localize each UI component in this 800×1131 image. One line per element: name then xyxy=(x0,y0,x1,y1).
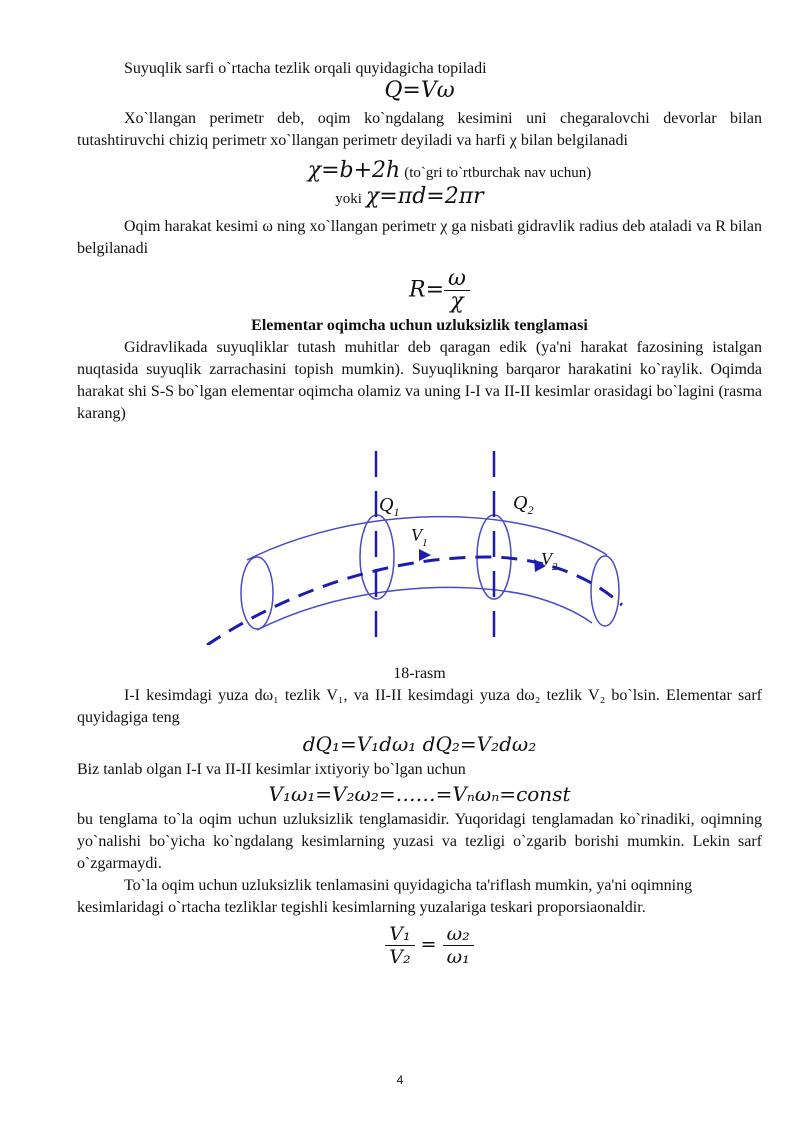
paragraph-arbitrary: Biz tanlab olgan I-I va II-II kesimlar ixtiyoriy bo`lgan uchun xyxy=(77,761,466,778)
page-number: 4 xyxy=(396,1073,404,1087)
paragraph-definition-b: kesimlaridagi o`rtacha tezliklar tegishli kesimlarning yuzalariga teskari proporsiaonaldir. xyxy=(77,899,646,916)
fraction-v-numerator: V₁ xyxy=(385,923,414,946)
equation-ratio xyxy=(77,923,762,968)
fraction-omega-chi xyxy=(444,268,470,313)
fraction-numerator: ω xyxy=(444,268,470,291)
section-heading: Elementar oqimcha uchun uzluksizlik tenglamasi xyxy=(251,317,588,334)
paragraph-definition-a: To`la oqim uchun uzluksizlik tenlamasini quyidagicha ta'riflash mumkin, ya'ni oqimning xyxy=(124,877,693,894)
tube-end-left xyxy=(241,557,273,629)
paragraph-sections: I-I kesimdagi yuza dω₁ tezlik V₁, va II-II kesimdagi yuza dω₂ tezlik V₂ bo`lsin. Elementar sarf quyidagiga teng xyxy=(77,687,762,726)
equation-chi-note: (to`gri to`rtburchak nav uchun) xyxy=(404,165,592,181)
paragraph-continuity-intro: Gidravlikada suyuqliklar tutash muhitlar deb qaragan edik (ya'ni harakat fazosining istalgan nuqtasida suyuqlik zarrachasini topish mumkin). Suyuqlikning barqaror harakatini ko`raylik. Oqimda harakat shi S-S bo`lgan elementar oqimcha olamiz va uning I-I va II-II kesimlar orasidagi bo`lagini (rasma karang) xyxy=(77,339,762,422)
fraction-area xyxy=(443,923,474,968)
fraction-w-numerator: ω₂ xyxy=(443,923,474,946)
equation-r-left: R= xyxy=(409,277,445,303)
label-q2: $Q_2$ xyxy=(513,492,534,517)
label-q1: $Q_1$ xyxy=(379,494,400,519)
paragraph-hydraulic-radius: Oqim harakat kesimi ω ning xo`llangan perimetr χ ga nisbati gidravlik radius deb ataladi va R bilan belgilanadi xyxy=(77,218,762,257)
equation-chi-circle: χ=πd=2πr xyxy=(365,184,484,209)
paragraph-flow-rate: Suyuqlik sarfi o`rtacha tezlik orqali quyidagicha topiladi xyxy=(124,60,487,77)
equation-perimeter-rect xyxy=(77,160,762,184)
equation-continuity: V₁ω₁=V₂ω₂=……=Vₙωₙ=const xyxy=(268,782,571,806)
velocity-arrow-1 xyxy=(419,549,431,561)
fraction-v-denominator: V₂ xyxy=(389,946,411,968)
ratio-equals: = xyxy=(420,933,437,956)
equation-perimeter-circle xyxy=(77,186,762,210)
stream-tube-diagram xyxy=(197,445,637,645)
paragraph-continuity-explained: bu tenglama to`la oqim uchun uzluksizlik tenglamasidir. Yuqoridagi tenglamadan ko`rinadiki, oqimning yo`nalishi bo`yicha ko`ngdalang kesimlarning yuzasi va tezligi o`zgarib borishi mumkin. Lekin sarf o`zgarmaydi. xyxy=(77,811,762,872)
figure-stream-tube xyxy=(77,445,762,685)
label-v1: $V_1$ xyxy=(411,525,428,549)
equation-hydraulic-radius xyxy=(77,268,762,313)
equation-flow-rate: Q=Vω xyxy=(384,78,455,103)
fraction-denominator: χ xyxy=(450,289,464,314)
figure-caption: 18-rasm xyxy=(393,665,446,682)
paragraph-wetted-perimeter: Xo`llangan perimetr deb, oqim ko`ngdalang kesimini uni chegaralovchi devorlar bilan tutashtiruvchi chiziq perimetr xo`llangan perimetr deyiladi va harfi χ bilan belgilanadi xyxy=(77,110,762,149)
fraction-w-denominator: ω₁ xyxy=(446,946,470,968)
equation-elementary-flow: dQ₁=V₁dω₁ dQ₂=V₂dω₂ xyxy=(302,732,537,756)
fraction-velocity xyxy=(385,923,414,968)
label-v2: $V_2$ xyxy=(541,549,558,573)
equation-chi-rect: χ=b+2h xyxy=(307,158,401,183)
yoki-word: yoki xyxy=(335,191,362,207)
document-page xyxy=(77,58,762,968)
